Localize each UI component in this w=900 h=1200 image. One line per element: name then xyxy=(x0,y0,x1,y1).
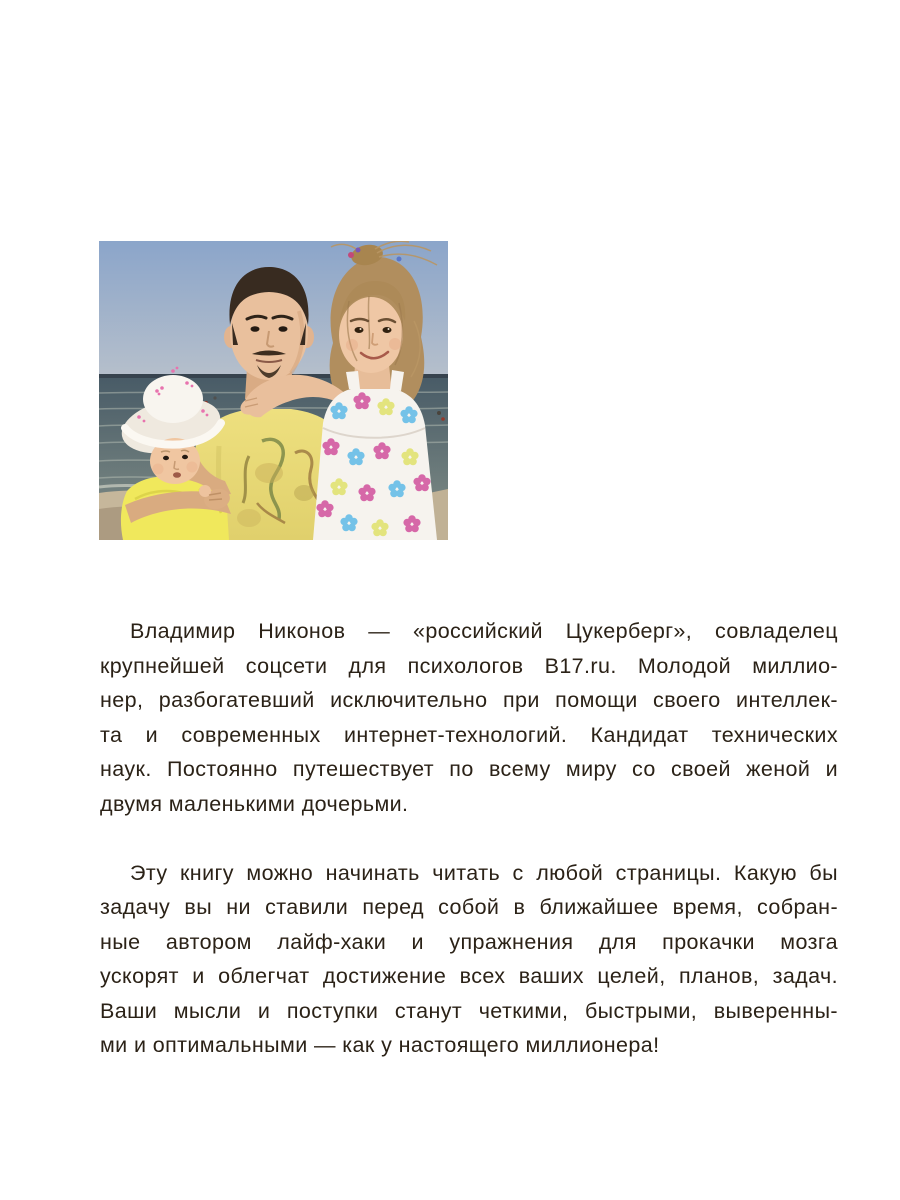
text-line: нер, разбогатевший исключительно при помощи своего интеллек- xyxy=(100,688,838,712)
text-line: ные автором лайф-хаки и упражнения для прокачки мозга xyxy=(100,929,838,954)
text-line: Эту книгу можно начинать читать с любой страницы. Какую бы xyxy=(130,860,838,885)
text-line: наук. Постоянно путешествует по всему миру со своей женой и xyxy=(100,757,838,781)
family-beach-photo xyxy=(99,241,448,540)
text-line: ми и оптимальными — как у настоящего миллионера! xyxy=(100,1033,660,1057)
family-beach-photo-art xyxy=(99,241,448,540)
paragraph-book-intro xyxy=(100,856,838,1063)
text-line: крупнейшей соцсети для психологов B17.ru. Молодой миллио- xyxy=(100,653,838,678)
text-line: двумя маленькими дочерьми. xyxy=(100,791,409,816)
text-line: задачу вы ни ставили перед собой в ближайшее время, собран- xyxy=(100,895,838,919)
text-line: Ваши мысли и поступки станут четкими, быстрыми, выверенны- xyxy=(100,998,838,1023)
text-line: ускорят и облегчат достижение всех ваших целей, планов, задач. xyxy=(100,964,838,988)
bio-text xyxy=(100,614,838,1063)
text-line: Владимир Никонов — «российский Цукерберг», совладелец xyxy=(130,619,838,643)
paragraph-author-bio xyxy=(100,614,838,821)
text-line: та и современных интернет-технологий. Кандидат технических xyxy=(100,722,838,747)
